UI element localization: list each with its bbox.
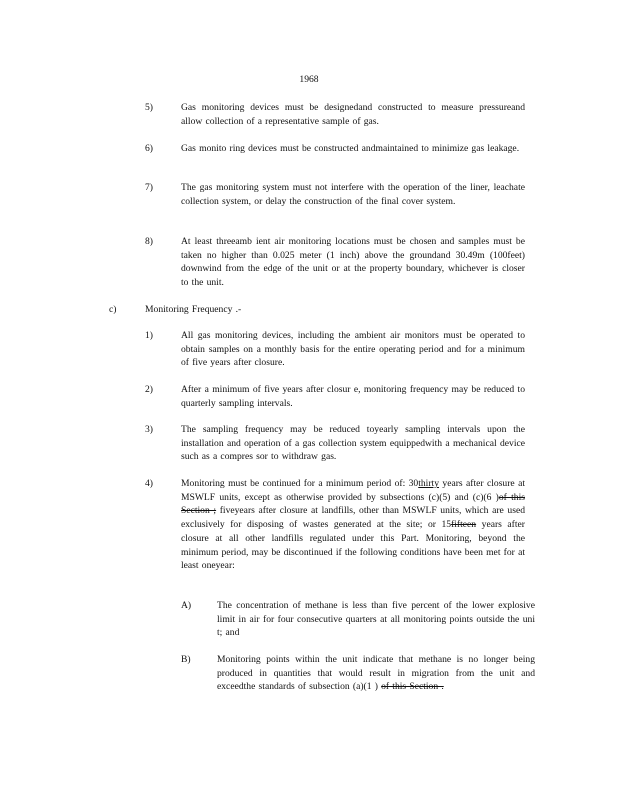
item-text: The gas monitoring system must not interfere with the operation of the liner, leachate collection system, or delay the construction of the final cover system. — [181, 182, 525, 207]
item-number: 5) — [145, 102, 153, 113]
item-text — [181, 477, 525, 573]
item-text: At least threeamb ient air monitoring locations must be chosen and samples must be taken no higher than 0.025 meter (1 inch) above the groundand 30.49m (100feet) downwind from the edge of the unit or at the property boundary, whichever is closer to the unit. — [181, 236, 525, 289]
item-text — [217, 653, 535, 694]
item-text: After a minimum of five years after closur e, monitoring frequency may be reduced to quarterly sampling intervals. — [181, 384, 525, 409]
item-number: 8) — [145, 236, 153, 247]
item-number: A) — [181, 600, 192, 611]
deleted-text: of this Section ; — [181, 491, 525, 517]
section-number: c) — [109, 304, 117, 315]
item-number: 2) — [145, 384, 153, 395]
page-number: 1968 — [299, 74, 319, 85]
item-number: 4) — [145, 478, 153, 489]
deleted-text: of this Section . — [381, 681, 444, 693]
item-number: 7) — [145, 182, 153, 193]
item-number: 1) — [145, 330, 153, 341]
item-text: The concentration of methane is less than five percent of the lower explosive limit in air for four consecutive quarters at all monitoring points outside the uni t; and — [217, 600, 535, 639]
item-number: 3) — [145, 424, 153, 435]
text-run: years after closure at MSWLF units, except as otherwise provided by subsections (c)(5) and (c)(6 ) — [181, 478, 525, 503]
inserted-text: thirty — [418, 478, 440, 489]
item-text: All gas monitoring devices, including the ambient air monitors must be operated to obtain samples on a monthly basis for the entire operating period and for a minimum of five years after closure. — [181, 330, 525, 369]
item-number: B) — [181, 654, 191, 665]
item-text: Gas monito ring devices must be constructed andmaintained to minimize gas leakage. — [181, 143, 520, 154]
item-number: 6) — [145, 143, 153, 154]
item-text: Gas monitoring devices must be designedand constructed to measure pressureand allow collection of a representative sample of gas. — [181, 102, 525, 127]
text-run: Monitoring must be continued for a minimum period of: 30 — [181, 478, 419, 489]
text-run: Monitoring points within the unit indicate that methane is no longer being produced in quantities that would result in migration from the unit and exceedthe standards of subsection (a)(1 ) — [217, 654, 535, 693]
text-run: fiveyears after closure at landfills, other than MSWLF units, which are used exclusively for disposing of wastes generated at the site; or 15 — [181, 505, 525, 531]
item-text: The sampling frequency may be reduced toyearly sampling intervals upon the installation and operation of a gas collection system equippedwith a mechanical device such as a compres sor to withdraw gas. — [181, 424, 525, 463]
section-title: Monitoring Frequency .- — [145, 304, 242, 315]
text-run: years after closure at all other landfills regulated under this Part. Monitoring, beyond the minimum period, may be discontinued if the following conditions have been met for at least oneyear: — [181, 519, 525, 572]
deleted-text: fifteen — [451, 519, 477, 531]
